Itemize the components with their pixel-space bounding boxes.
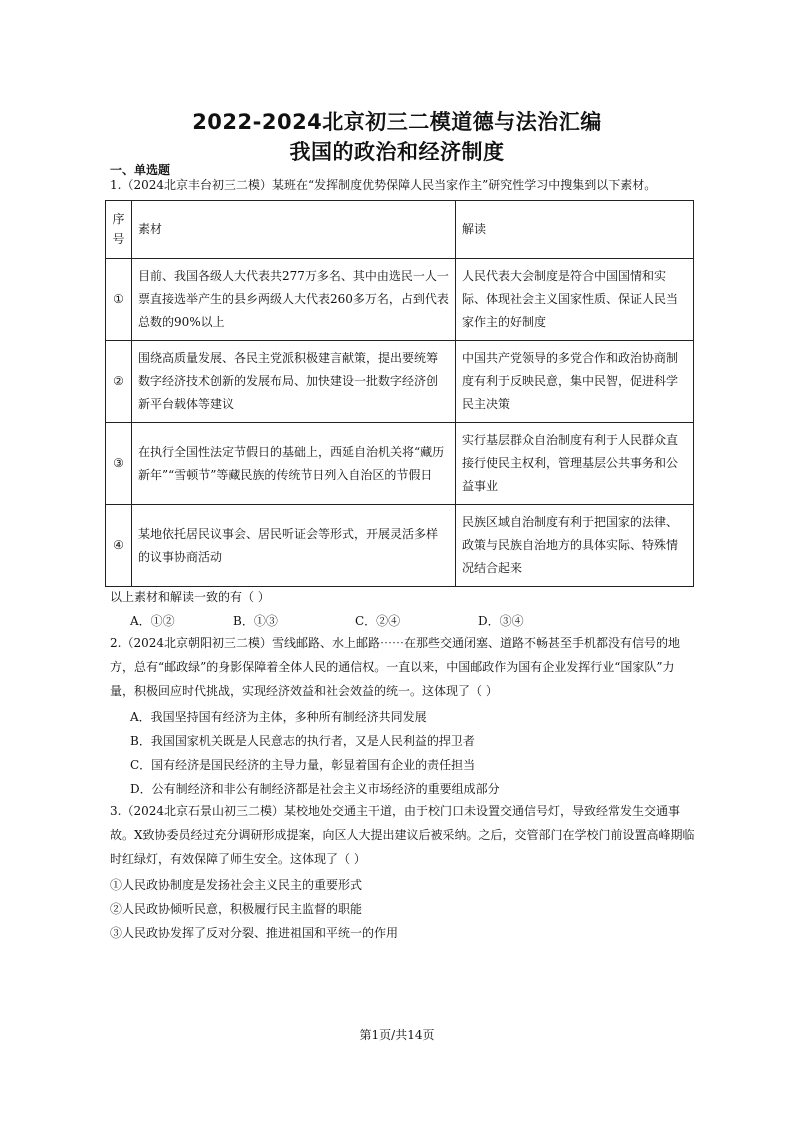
table-row (106, 505, 694, 587)
statement-item: ②人民政协倾听民意，积极履行民主监督的职能 (110, 902, 363, 916)
statement-item: ③人民政协发挥了反对分裂、推进祖国和平统一的作用 (110, 926, 399, 940)
row-material: 围绕高质量发展、各民主党派积极建言献策，提出要统筹数字经济技术创新的发展布局、加快建设一批数字经济创新平台载体等建议 (132, 341, 456, 423)
row-num: ④ (106, 505, 132, 587)
option-c: C．国有经济是国民经济的主导力量，彰显着国有企业的责任担当 (130, 758, 476, 772)
option-b: B．我国国家机关既是人民意志的执行者，又是人民利益的捍卫者 (130, 734, 475, 748)
row-material: 目前、我国各级人大代表共277万多名、其中由选民一人一票直接选举产生的县乡两级人大代表260多万名，占到代表总数的90%以上 (132, 259, 456, 341)
question-1-stem: 1.（2024北京丰台初三二模）某班在“发挥制度优势保障人民当家作主”研究性学习中搜集到以下素材。 (110, 178, 657, 192)
table-row (106, 423, 694, 505)
row-interpretation: 人民代表大会制度是符合中国国情和实际、体现社会主义国家性质、保证人民当家作主的好制度 (456, 259, 694, 341)
table-header-row (106, 201, 694, 259)
option-c: C．②④ (355, 614, 401, 628)
table-row (106, 259, 694, 341)
question-2-stem: 2.（2024北京朝阳初三二模）雪线邮路、水上邮路⋯⋯在那些交通闭塞、道路不畅甚至手机都没有信号的地方，总有“邮政绿”的身影保障着全体人民的通信权。一直以来，中国邮政作为国有企业发挥行业“国家队”力量，积极回应时代挑战，实现经济效益和社会效益的统一。这体现了（ ） (110, 636, 680, 698)
row-num: ③ (106, 423, 132, 505)
page-number: 第1页/共14页 (359, 1028, 435, 1042)
row-interpretation: 民族区域自治制度有利于把国家的法律、政策与民族自治地方的具体实际、特殊情况结合起来 (456, 505, 694, 587)
header-interpretation: 解读 (456, 201, 694, 259)
header-num: 序号 (106, 201, 132, 259)
statement-item: ①人民政协制度是发扬社会主义民主的重要形式 (110, 878, 363, 892)
option-d: D．③④ (478, 614, 524, 628)
row-interpretation: 实行基层群众自治制度有利于人民群众直接行使民主权利，管理基层公共事务和公益事业 (456, 423, 694, 505)
document-title: 2022-2024北京初三二模道德与法治汇编 (192, 110, 602, 134)
section-heading: 一、单选题 (110, 163, 171, 177)
row-interpretation: 中国共产党领导的多党合作和政治协商制度有利于反映民意，集中民智，促进科学民主决策 (456, 341, 694, 423)
materials-table (105, 200, 694, 587)
row-material: 在执行全国性法定节假日的基础上，西延自治机关将“藏历新年”“雪顿节”等藏民族的传统节日列入自治区的节假日 (132, 423, 456, 505)
document-subtitle: 我国的政治和经济制度 (289, 140, 505, 164)
option-a: A．我国坚持国有经济为主体，多种所有制经济共同发展 (130, 710, 427, 724)
table-row (106, 341, 694, 423)
option-a: A．①② (130, 614, 175, 628)
row-num: ① (106, 259, 132, 341)
question-3-stem: 3.（2024北京石景山初三二模）某校地处交通主干道，由于校门口未设置交通信号灯，导致经常发生交通事故。X致协委员经过充分调研形成提案，向区人大提出建议后被采纳。之后，交管部门在学校门前设置高峰期临时红绿灯，有效保障了师生安全。这体现了（ ） (110, 804, 695, 866)
row-material: 某地依托居民议事会、居民听证会等形式，开展灵活多样的议事协商活动 (132, 505, 456, 587)
option-b: B．①③ (233, 614, 278, 628)
option-d: D．公有制经济和非公有制经济都是社会主义市场经济的重要组成部分 (130, 782, 500, 796)
question-1-ask: 以上素材和解读一致的有（ ） (110, 590, 270, 604)
header-material: 素材 (132, 201, 456, 259)
row-num: ② (106, 341, 132, 423)
